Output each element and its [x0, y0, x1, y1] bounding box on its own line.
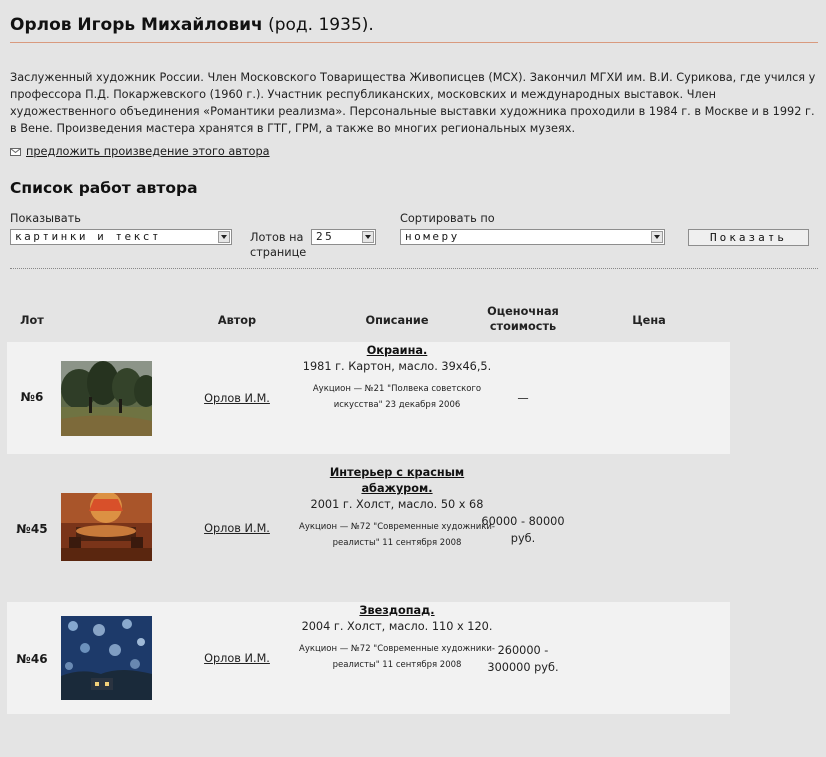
show-label: Показывать — [10, 212, 81, 225]
per-page-select[interactable] — [311, 229, 376, 245]
lot-number: №6 — [20, 390, 44, 404]
table-row — [7, 342, 730, 454]
artwork-title-link[interactable]: Звездопад. — [359, 604, 435, 617]
starfall-painting-icon[interactable] — [61, 616, 152, 700]
title-divider — [10, 42, 818, 43]
chevron-down-icon — [362, 231, 374, 243]
sort-select-value: номеру — [405, 230, 460, 243]
artwork-title-link[interactable]: Интерьер с красным абажуром. — [329, 466, 465, 495]
sort-select[interactable] — [400, 229, 665, 245]
author-link[interactable]: Орлов И.М. — [204, 392, 270, 405]
lot-number: №46 — [16, 652, 48, 666]
artist-name: Орлов Игорь Михайлович — [10, 15, 263, 35]
show-select-value: картинки и текст — [15, 230, 161, 243]
header-author: Автор — [217, 314, 257, 327]
lot-description — [297, 603, 497, 673]
trees-painting-icon[interactable] — [61, 361, 152, 436]
artwork-details: 2001 г. Холст, масло. 50 х 68 — [310, 498, 484, 511]
suggest-work — [10, 145, 270, 158]
sort-label: Сортировать по — [400, 212, 495, 225]
author-link[interactable]: Орлов И.М. — [204, 652, 270, 665]
artist-biography: Заслуженный художник России. Член Московского Товарищества Живописцев (МСХ). Закончил МГХИ им. В.И. Сурикова, где учился у профессора П.Д. Покаржевского (1960 г.). Участник республиканских, московских и международных выставок. Член художественного объединения «Романтики реализма». Персональные выставки художника проходили в 1984 г. в Москве и в 1992 г. в Вене. Произведения мастера хранятся в ГТГ, ГРМ, а также во многих региональных музеях. — [10, 71, 816, 135]
interior-painting-icon[interactable] — [61, 493, 152, 561]
auction-info: Аукцион — №72 "Современные художники-реалисты" 11 сентября 2008 — [299, 522, 495, 548]
envelope-icon — [10, 148, 21, 156]
artwork-title-link[interactable]: Окраина. — [366, 344, 428, 357]
suggest-work-link[interactable]: предложить произведение этого автора — [26, 145, 270, 158]
lot-description — [297, 465, 497, 551]
header-lot: Лот — [20, 314, 44, 327]
table-row — [7, 602, 730, 714]
header-price: Цена — [632, 314, 666, 327]
estimate-value: — — [517, 392, 529, 405]
show-button[interactable]: Показать — [688, 229, 809, 246]
header-estimate: Оценочная стоимость — [487, 305, 559, 333]
page-title — [10, 15, 374, 35]
artist-birth: (род. 1935). — [262, 15, 374, 35]
chevron-down-icon — [218, 231, 230, 243]
artwork-details: 2004 г. Холст, масло. 110 х 120. — [301, 620, 493, 633]
lot-number: №45 — [16, 522, 48, 536]
per-page-label: Лотов на странице — [250, 231, 307, 259]
show-select[interactable] — [10, 229, 232, 245]
per-page-select-value: 25 — [316, 230, 335, 243]
works-list-title: Список работ автора — [10, 179, 198, 197]
auction-info: Аукцион — №72 "Современные художники-реалисты" 11 сентября 2008 — [299, 644, 495, 670]
header-description: Описание — [365, 314, 429, 327]
estimate-value: 260000 - 300000 руб. — [487, 644, 559, 674]
table-row — [7, 462, 730, 596]
chevron-down-icon — [651, 231, 663, 243]
artwork-details: 1981 г. Картон, масло. 39х46,5. — [302, 360, 492, 373]
lot-description — [297, 343, 497, 413]
author-link[interactable]: Орлов И.М. — [204, 522, 270, 535]
estimate-value: 60000 - 80000 руб. — [481, 515, 565, 545]
dotted-divider — [10, 268, 818, 269]
auction-info: Аукцион — №21 "Полвека советского искусства" 23 декабря 2006 — [312, 384, 482, 410]
